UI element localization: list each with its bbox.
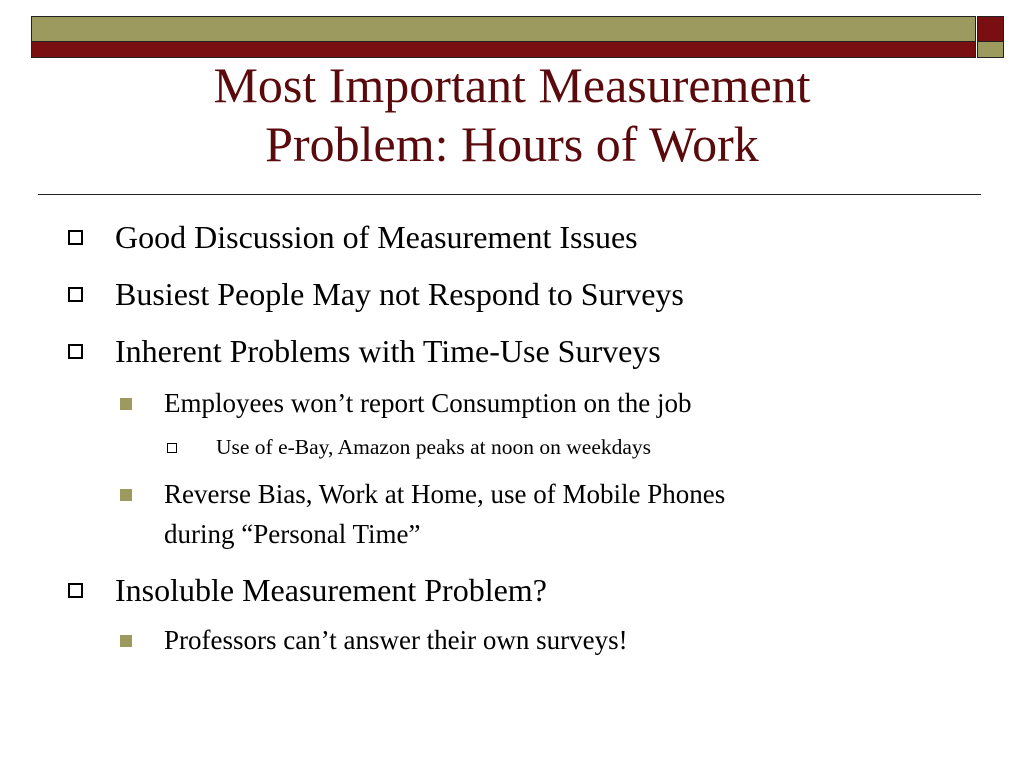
filled-square-bullet-icon	[120, 398, 132, 410]
bullet-item: Insoluble Measurement Problem?	[115, 572, 547, 608]
slide-title	[30, 56, 994, 174]
filled-square-bullet-icon	[120, 489, 132, 501]
bullet-item: Busiest People May not Respond to Surveys	[115, 276, 684, 312]
hollow-square-bullet-icon	[68, 344, 83, 359]
bullet-item: Inherent Problems with Time-Use Surveys	[115, 333, 661, 369]
hollow-square-bullet-icon	[68, 287, 83, 302]
bullet-item: Use of e-Bay, Amazon peaks at noon on weekdays	[216, 435, 652, 459]
slide-title-line-1: Most Important Measurement	[213, 57, 811, 113]
filled-square-bullet-icon	[120, 635, 132, 647]
hollow-square-bullet-icon	[68, 230, 83, 245]
bullet-item: Professors can’t answer their own surveys!	[164, 625, 628, 655]
header-band-olive	[31, 16, 976, 42]
hollow-square-bullet-icon	[167, 443, 177, 453]
bullet-item: Good Discussion of Measurement Issues	[115, 219, 638, 255]
bullet-item: Employees won’t report Consumption on the job	[164, 388, 692, 418]
bullet-item: Reverse Bias, Work at Home, use of Mobile Phones	[164, 479, 726, 509]
header-square-red	[977, 16, 1004, 42]
hollow-square-bullet-icon	[68, 583, 83, 598]
bullet-item-continuation: during “Personal Time”	[164, 519, 421, 549]
title-divider	[38, 194, 981, 195]
slide-title-line-2: Problem: Hours of Work	[265, 116, 759, 172]
